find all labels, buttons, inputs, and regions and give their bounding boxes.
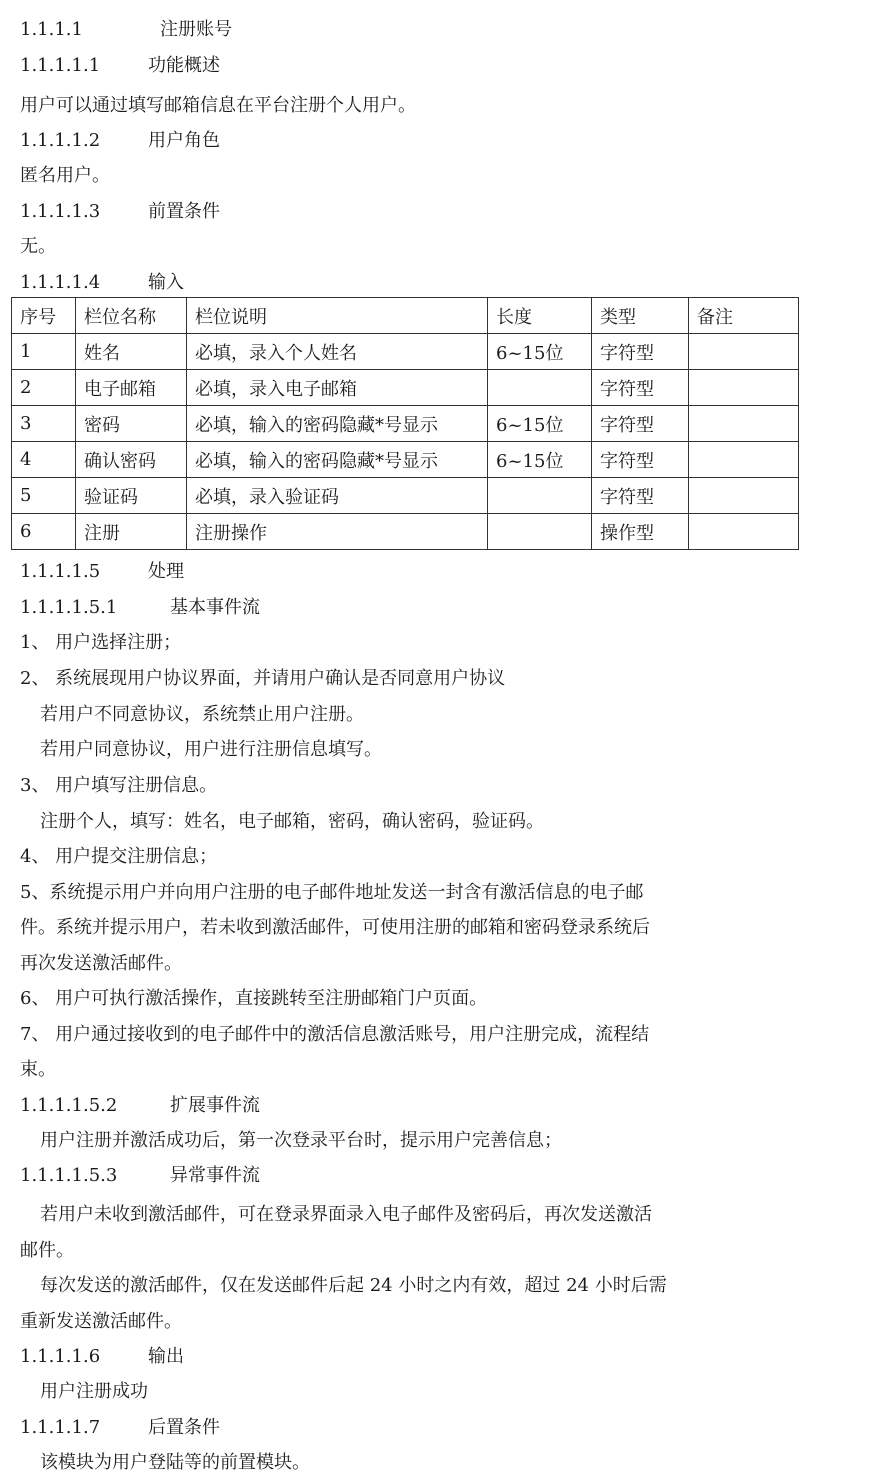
basic-flow-line: 2、 系统展现用户协议界面，并请用户确认是否同意用户协议 — [20, 668, 506, 689]
input-fields-table — [11, 297, 799, 550]
column-header: 类型 — [592, 298, 689, 334]
column-header: 栏位名称 — [76, 298, 187, 334]
exception-flow-line: 邮件。 — [20, 1240, 74, 1261]
basic-flow-line: 再次发送激活邮件。 — [20, 953, 182, 974]
basic-flow-line: 6、 用户可执行激活操作，直接跳转至注册邮箱门户页面。 — [20, 988, 488, 1009]
postcondition-text: 该模块为用户登陆等的前置模块。 — [40, 1452, 310, 1473]
exception-flow-line: 重新发送激活邮件。 — [20, 1311, 182, 1332]
exception-flow-line: 若用户未收到激活邮件，可在登录界面录入电子邮件及密码后，再次发送激活 — [40, 1204, 652, 1225]
column-header: 备注 — [689, 298, 799, 334]
basic-flow-line: 5、系统提示用户并向用户注册的电子邮件地址发送一封含有激活信息的电子邮 — [20, 882, 644, 903]
table-row: 2 电子邮箱 必填，录入电子邮箱 字符型 — [12, 370, 799, 406]
overview-text: 用户可以通过填写邮箱信息在平台注册个人用户。 — [20, 95, 416, 116]
process-heading: 1.1.1.1.5 处理 — [20, 561, 184, 582]
precondition-text: 无。 — [20, 236, 56, 257]
table-row: 6 注册 注册操作 操作型 — [12, 514, 799, 550]
table-row: 5 验证码 必填，录入验证码 字符型 — [12, 478, 799, 514]
exception-flow-heading: 1.1.1.1.5.3 异常事件流 — [20, 1165, 260, 1186]
postcondition-heading: 1.1.1.1.7 后置条件 — [20, 1417, 220, 1438]
basic-flow-heading: 1.1.1.1.5.1 基本事件流 — [20, 597, 260, 618]
basic-flow-line: 注册个人，填写：姓名，电子邮箱，密码，确认密码，验证码。 — [40, 811, 544, 832]
output-heading: 1.1.1.1.6 输出 — [20, 1346, 184, 1367]
basic-flow-line: 若用户同意协议，用户进行注册信息填写。 — [40, 739, 382, 760]
exception-flow-line: 每次发送的激活邮件，仅在发送邮件后起 24 小时之内有效，超过 24 小时后需 — [40, 1275, 667, 1296]
overview-heading: 1.1.1.1.1 功能概述 — [20, 55, 220, 76]
basic-flow-line: 束。 — [20, 1059, 56, 1080]
basic-flow-line: 3、 用户填写注册信息。 — [20, 775, 218, 796]
basic-flow-line: 7、 用户通过接收到的电子邮件中的激活信息激活账号，用户注册完成，流程结 — [20, 1024, 650, 1045]
table-header-row — [12, 298, 799, 334]
table-row: 1 姓名 必填，录入个人姓名 6~15位 字符型 — [12, 334, 799, 370]
precondition-heading: 1.1.1.1.3 前置条件 — [20, 201, 220, 222]
extended-flow-heading: 1.1.1.1.5.2 扩展事件流 — [20, 1095, 260, 1116]
output-text: 用户注册成功 — [40, 1381, 148, 1402]
column-header: 栏位说明 — [187, 298, 488, 334]
section-heading: 1.1.1.1 注册账号 — [20, 19, 232, 40]
basic-flow-line: 若用户不同意协议，系统禁止用户注册。 — [40, 704, 364, 725]
role-text: 匿名用户。 — [20, 165, 110, 186]
table-row: 3 密码 必填，输入的密码隐藏*号显示 6~15位 字符型 — [12, 406, 799, 442]
extended-flow-line: 用户注册并激活成功后，第一次登录平台时，提示用户完善信息； — [40, 1130, 562, 1151]
role-heading: 1.1.1.1.2 用户角色 — [20, 130, 220, 151]
table-row: 4 确认密码 必填，输入的密码隐藏*号显示 6~15位 字符型 — [12, 442, 799, 478]
basic-flow-line: 1、 用户选择注册； — [20, 632, 182, 653]
basic-flow-line: 4、 用户提交注册信息； — [20, 846, 218, 867]
column-header: 序号 — [12, 298, 76, 334]
basic-flow-line: 件。系统并提示用户，若未收到激活邮件，可使用注册的邮箱和密码登录系统后 — [20, 917, 650, 938]
input-heading: 1.1.1.1.4 输入 — [20, 272, 184, 293]
column-header: 长度 — [488, 298, 592, 334]
